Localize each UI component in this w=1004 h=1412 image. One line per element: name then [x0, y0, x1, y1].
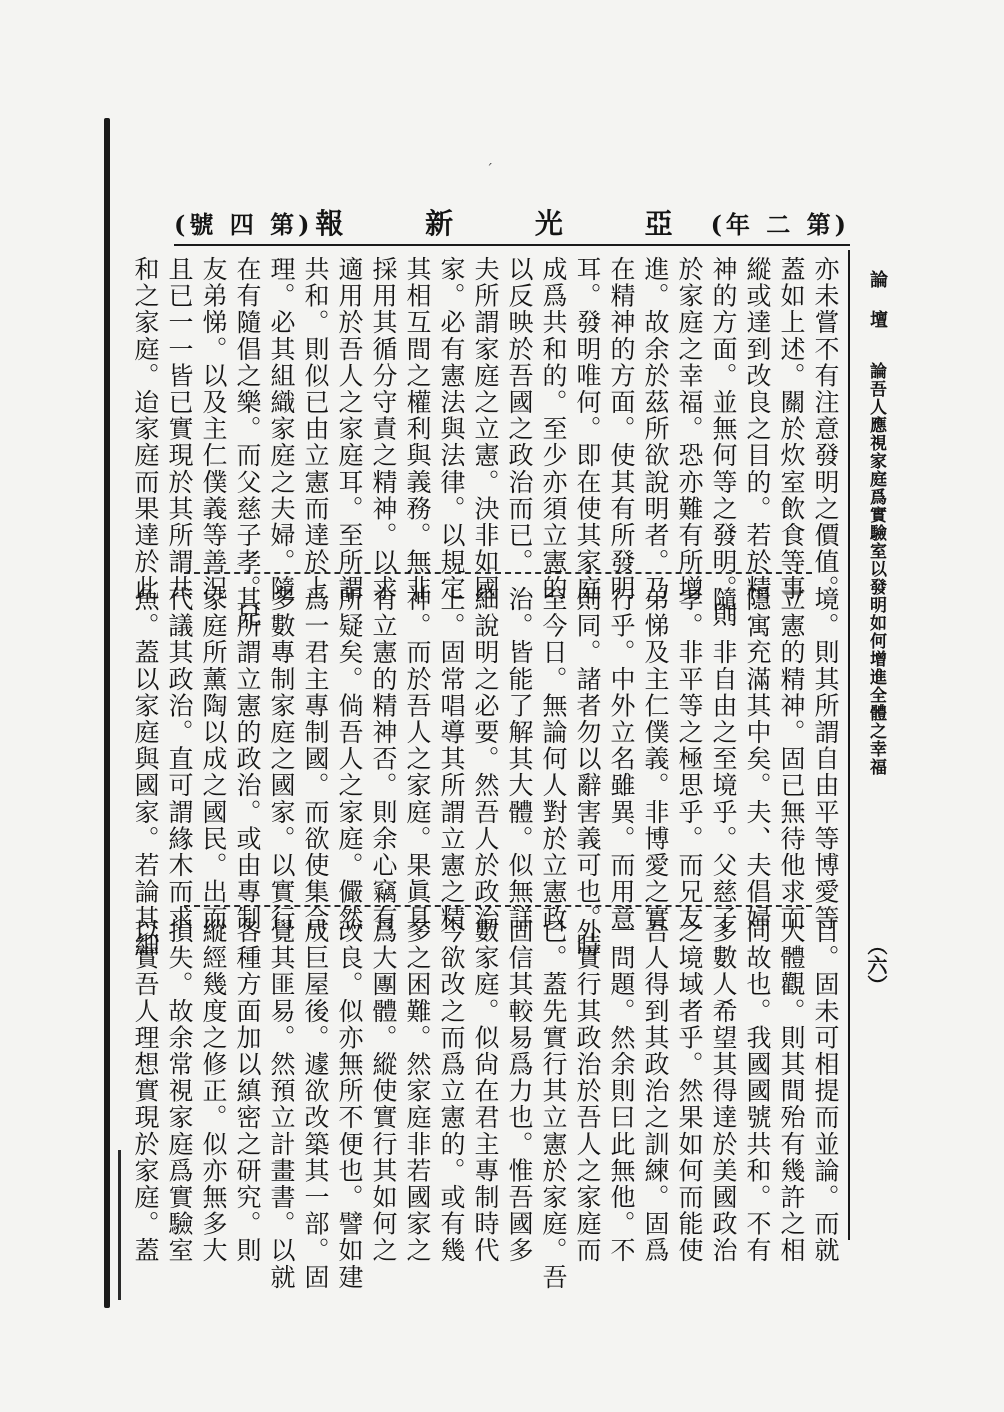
text-column: 和之家庭。迨家庭而果達於此 — [131, 256, 160, 602]
text-column: 縱經幾度之修正。似亦無多大 — [199, 918, 228, 1264]
text-column: 外實行其政治於吾人之家庭而 — [573, 918, 602, 1264]
text-column: 成巨屋後。遽欲改築其一部。固 — [301, 918, 330, 1291]
text-column: 多數人希望其得達於美國政治 — [709, 918, 738, 1264]
text-column: 隱寓充滿其中矣。夫、夫倡婦 — [743, 586, 772, 932]
text-column: 且已一一皆已實現於其所謂共 — [165, 256, 194, 602]
page-number: （六） — [864, 935, 888, 995]
text-column: 神。而於吾人之家庭。果眞具 — [403, 586, 432, 932]
text-column: 多之困難。然家庭非若國家之 — [403, 918, 432, 1264]
text-column: 立憲的精神。固已無待他求而 — [777, 586, 806, 932]
text-column: 大體觀。則其間殆有幾許之相 — [777, 918, 806, 1264]
text-column: 吾人得到其政治之訓練。固爲 — [641, 918, 670, 1264]
text-column: 治。皆能了解其大體。似無詳 — [505, 586, 534, 932]
text-column: 以實吾人理想實現於家庭。蓋 — [131, 918, 160, 1264]
text-column: 數家庭。似尙在君主專制時代 — [471, 918, 500, 1264]
binding-edge — [104, 118, 110, 1308]
text-column: 隨。非自由之至境乎。父慈子 — [709, 586, 738, 932]
text-column: 理。必其組織家庭之夫婦。隨 — [267, 256, 296, 602]
section-label: 論壇 — [867, 270, 888, 350]
text-column: 家。必有憲法與法律。以規定 — [437, 256, 466, 602]
binding-edge-secondary — [118, 1150, 121, 1300]
text-column: 魚。蓋以家庭與國家。若論其細 — [131, 586, 160, 959]
text-column: 細說明之必要。然吾人於政治 — [471, 586, 500, 932]
text-column: 蓋如上述。關於炊室飲食等事 — [777, 256, 806, 602]
volume-year: (年 二 第) — [710, 209, 850, 239]
text-column: 境。則其所謂自由平等博愛等 — [811, 586, 840, 932]
ink-speck: ˊ — [486, 162, 493, 178]
text-block-top — [131, 256, 842, 629]
text-column: 爲一君主專制國。而欲使集合 — [301, 586, 330, 932]
text-column: 縱或達到改良之目的。若於精 — [743, 256, 772, 602]
text-column: 適用於吾人之家庭耳。至所謂 — [335, 256, 364, 602]
text-column: 弟悌及主仁僕義。非博愛之實 — [641, 586, 670, 932]
text-column: 亦未嘗不有注意發明之價值。 — [811, 256, 840, 602]
text-column: 今欲改之而爲立憲的。或有幾 — [437, 918, 466, 1264]
margin-rule — [848, 250, 850, 1240]
issue-number: (號 四 第) — [174, 209, 314, 239]
text-column: 其所謂立憲的政治。或由專制 — [233, 586, 262, 932]
text-column: 至今日。無論何人對於立憲政 — [539, 586, 568, 932]
text-column: 爲大團體。縱使實行其如何之 — [369, 918, 398, 1264]
text-column: 在精神的方面。使其有所發明 — [607, 256, 636, 602]
text-column: 孝。非平等之極思乎。而兄友 — [675, 586, 704, 932]
journal-title: 報 新 光 亞 — [315, 207, 709, 240]
text-column: 採用其循分守責之精神。以求 — [369, 256, 398, 602]
text-column: 共和。則似已由立憲而達於上 — [301, 256, 330, 602]
text-column: 改良。似亦無所不便也。譬如建 — [335, 918, 364, 1291]
text-column: 在有隨倡之樂。而父慈子孝。兄 — [233, 256, 262, 629]
text-column: 代議其政治。直可謂緣木而求 — [165, 586, 194, 932]
text-column: 行乎。中外立名雖異。而用意 — [607, 586, 636, 932]
text-column: 已。蓋先實行其立憲於家庭。吾 — [539, 918, 568, 1291]
text-column: 損失。故余常視家庭爲實驗室 — [165, 918, 194, 1264]
text-column: 覺其匪易。然預立計畫書。以就 — [267, 918, 296, 1291]
text-column: 有立憲的精神否。則余心竊有 — [369, 586, 398, 932]
text-column: 固信其較易爲力也。惟吾國多 — [505, 918, 534, 1264]
text-column: 同故也。我國國號共和。不有 — [743, 918, 772, 1264]
text-column: 夫所謂家庭之立憲。決非如國 — [471, 256, 500, 602]
text-column: 友弟悌。以及主仁僕義等善況 — [199, 256, 228, 602]
text-column: 以反映於吾國之政治而已。 — [505, 256, 534, 576]
text-column: 一問題。然余則曰此無他。不 — [607, 918, 636, 1264]
text-column: 上。固常唱導其所謂立憲之精 — [437, 586, 466, 932]
text-column: 之境域者乎。然果如何而能使 — [675, 918, 704, 1264]
text-block-middle — [131, 586, 842, 959]
text-column: 神的方面。並無何等之發明。則 — [709, 256, 738, 629]
text-column: 各種方面加以縝密之研究。則 — [233, 918, 262, 1264]
text-column: 則同。諸者勿以辭害義可也。時 — [573, 586, 602, 959]
text-block-bottom — [131, 918, 842, 1291]
article-title: 論吾人應視家庭爲實驗室以發明如何增進全體之幸福 — [866, 362, 886, 776]
text-column: 其相互間之權利與義務。無非 — [403, 256, 432, 602]
text-column: 成爲共和的。至少亦須立憲的 — [539, 256, 568, 602]
article-frame — [131, 250, 888, 1291]
text-column: 家庭所薰陶以成之國民。出而 — [199, 586, 228, 932]
text-column: 耳。發明唯何。即在使其家庭 — [573, 256, 602, 602]
text-column: 進。故余於茲所欲說明者。乃 — [641, 256, 670, 602]
text-column: 於家庭之幸福。恐亦難有所增 — [675, 256, 704, 602]
text-column: 目。固未可相提而並論。而就 — [811, 918, 840, 1264]
running-header — [174, 200, 850, 246]
text-column: 多數專制家庭之國家。以實行 — [267, 586, 296, 932]
text-column: 所疑矣。倘吾人之家庭。儼然 — [335, 586, 364, 932]
